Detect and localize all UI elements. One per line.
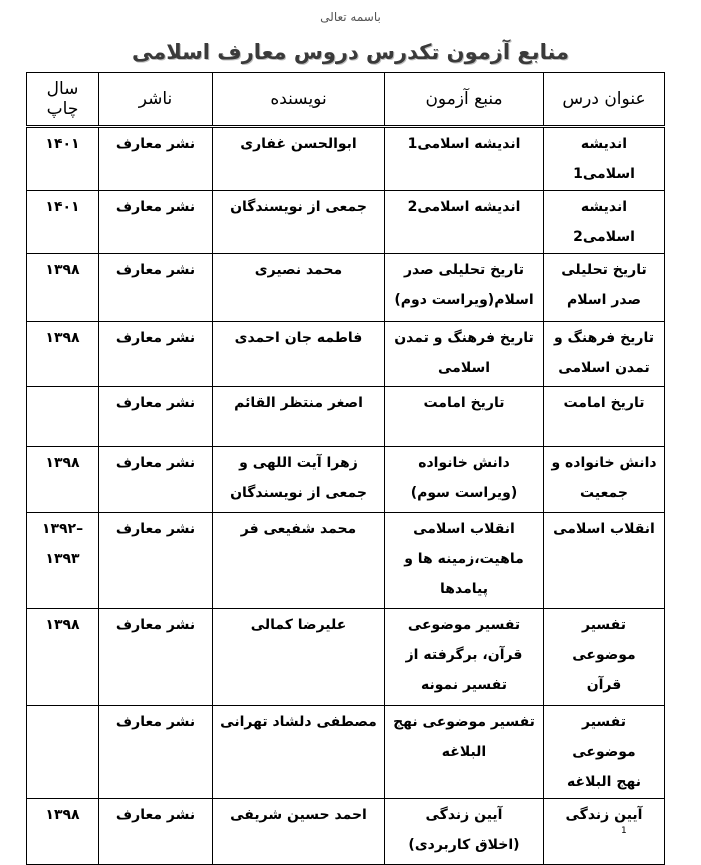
- table-row: [27, 254, 665, 322]
- table-row: [27, 706, 665, 799]
- cell-source: تاریخ امامت: [385, 387, 544, 447]
- cell-author: مصطفی دلشاد تهرانی: [213, 706, 385, 799]
- cell-year: ۱۴۰۱: [27, 191, 99, 254]
- cell-course: دانش خانواده و جمعیت: [544, 447, 665, 513]
- cell-course: اندیشه اسلامی2: [544, 191, 665, 254]
- cell-year: ۱۴۰۱: [27, 127, 99, 191]
- cell-source: تاریخ تحلیلی صدر اسلام(ویراست دوم): [385, 254, 544, 322]
- cell-year: ۱۳۹۸: [27, 609, 99, 706]
- cell-source: انقلاب اسلامی ماهیت،زمینه ها و پیامدها: [385, 513, 544, 609]
- cell-source: دانش خانواده (ویراست سوم): [385, 447, 544, 513]
- cell-author: محمد شفیعی فر: [213, 513, 385, 609]
- table-header-row: [27, 73, 665, 127]
- exam-sources-table: [26, 72, 665, 865]
- cell-course: تفسیر موضوعی نهج البلاغه: [544, 706, 665, 799]
- cell-year: ۱۳۹۲– ۱۳۹۳: [27, 513, 99, 609]
- cell-course: اندیشه اسلامی1: [544, 127, 665, 191]
- cell-publisher: نشر معارف: [99, 387, 213, 447]
- cell-source: تفسیر موضوعی نهج البلاغه: [385, 706, 544, 799]
- cell-publisher: نشر معارف: [99, 609, 213, 706]
- cell-publisher: نشر معارف: [99, 127, 213, 191]
- cell-author: جمعی از نویسندگان: [213, 191, 385, 254]
- table-row: [27, 127, 665, 191]
- cell-author: فاطمه جان احمدی: [213, 322, 385, 387]
- cell-publisher: نشر معارف: [99, 191, 213, 254]
- cell-course: تفسیر موضوعی قرآن: [544, 609, 665, 706]
- cell-author: اصغر منتظر القائم: [213, 387, 385, 447]
- header-exam-source: منبع آزمون: [385, 73, 544, 127]
- cell-publisher: نشر معارف: [99, 254, 213, 322]
- table-row: [27, 799, 665, 865]
- header-print-year: سال چاپ: [27, 73, 99, 127]
- cell-course: تاریخ فرهنگ و تمدن اسلامی: [544, 322, 665, 387]
- page-title: منابع آزمون تکدرس دروس معارف اسلامی: [131, 40, 570, 64]
- header-publisher: ناشر: [99, 73, 213, 127]
- table-row: [27, 322, 665, 387]
- cell-course: تاریخ امامت: [544, 387, 665, 447]
- header-author: نویسنده: [213, 73, 385, 127]
- cell-year: ۱۳۹۸: [27, 254, 99, 322]
- table-row: [27, 447, 665, 513]
- cell-source: تفسیر موضوعی قرآن، برگرفته از تفسیر نمونه: [385, 609, 544, 706]
- basmala-header: باسمه تعالی: [320, 10, 381, 24]
- page-number: 1: [621, 826, 627, 836]
- cell-year: ۱۳۹۸: [27, 447, 99, 513]
- cell-year: [27, 387, 99, 447]
- cell-course: تاریخ تحلیلی صدر اسلام: [544, 254, 665, 322]
- cell-author: علیرضا کمالی: [213, 609, 385, 706]
- cell-publisher: نشر معارف: [99, 513, 213, 609]
- cell-publisher: نشر معارف: [99, 447, 213, 513]
- cell-publisher: نشر معارف: [99, 706, 213, 799]
- cell-author: محمد نصیری: [213, 254, 385, 322]
- table-row: [27, 387, 665, 447]
- cell-source: اندیشه اسلامی1: [385, 127, 544, 191]
- cell-publisher: نشر معارف: [99, 799, 213, 865]
- cell-author: احمد حسین شریفی: [213, 799, 385, 865]
- cell-year: [27, 706, 99, 799]
- cell-year: ۱۳۹۸: [27, 799, 99, 865]
- table-row: [27, 191, 665, 254]
- cell-author: زهرا آیت اللهی و جمعی از نویسندگان: [213, 447, 385, 513]
- cell-course: انقلاب اسلامی: [544, 513, 665, 609]
- table-row: [27, 609, 665, 706]
- cell-publisher: نشر معارف: [99, 322, 213, 387]
- cell-source: تاریخ فرهنگ و تمدن اسلامی: [385, 322, 544, 387]
- header-course-title: عنوان درس: [544, 73, 665, 127]
- cell-course: آیین زندگی: [544, 799, 665, 865]
- cell-source: آیین زندگی (اخلاق کاربردی): [385, 799, 544, 865]
- table-row: [27, 513, 665, 609]
- cell-source: اندیشه اسلامی2: [385, 191, 544, 254]
- cell-author: ابوالحسن غفاری: [213, 127, 385, 191]
- cell-year: ۱۳۹۸: [27, 322, 99, 387]
